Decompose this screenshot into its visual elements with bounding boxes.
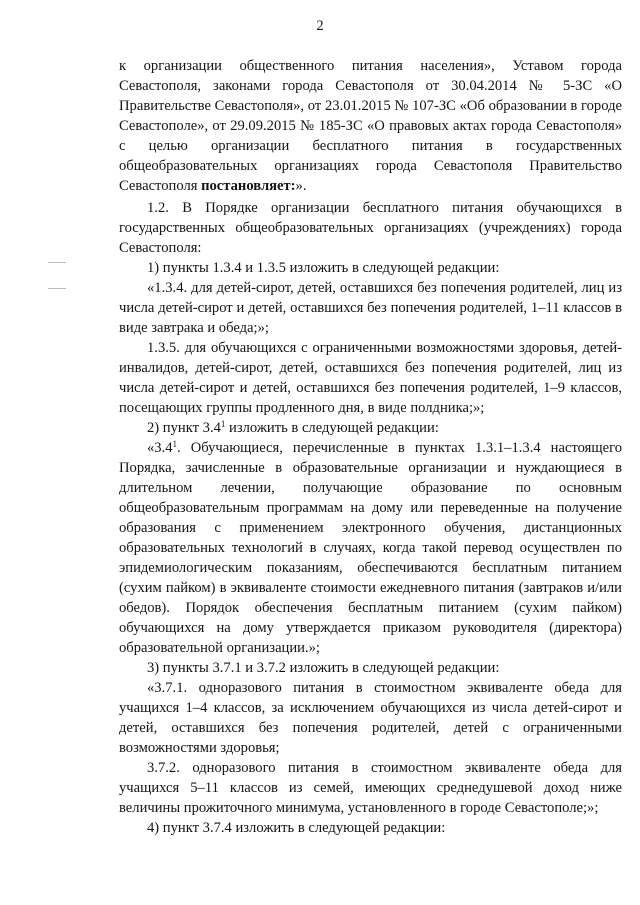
item-2-text: 2) пункт 3.4 (147, 420, 221, 436)
page-number: 2 (316, 18, 324, 34)
preamble-emphasis: постановляет: (201, 178, 296, 194)
item-2-text-end: изложить в следующей редакции: (225, 420, 439, 436)
paragraph-preamble (119, 56, 622, 196)
paragraph-item-4: 4) пункт 3.7.4 изложить в следующей редакции: (147, 820, 446, 836)
preamble-ending: ». (295, 178, 307, 194)
paragraph-clause-1-3-5: 1.3.5. для обучающихся с ограниченными возможностями здоровья, детей-инвалидов, детей-сирот, детей, оставшихся без попечения родителей, лиц из числа детей-сирот и детей, оставшихся без попечения родителей, 1–9 классов, посещающих группы продленного дня, в виде полдника;»; (119, 340, 622, 416)
scan-artifact-mark (48, 262, 66, 263)
paragraph-clause-1-2: 1.2. В Порядке организации бесплатного питания обучающихся в государственных общеобразовательных организациях (учреждениях) города Севастополя: (119, 200, 622, 256)
document-body (119, 56, 622, 838)
clause-3-4-1-number: «3.4 (147, 440, 173, 456)
superscript: 1 (172, 439, 178, 449)
paragraph-clause-3-4-1 (119, 438, 622, 658)
scan-artifact-mark (48, 288, 66, 289)
paragraph-clause-3-7-2: 3.7.2. одноразового питания в стоимостном эквиваленте обеда для учащихся 5–11 классов из семей, имеющих среднедушевой доход ниже величины прожиточного минимума, установленного в городе Севастополе;»; (119, 760, 622, 816)
paragraph-item-2 (119, 418, 622, 438)
superscript: 1 (220, 419, 226, 429)
paragraph-clause-3-7-1: «3.7.1. одноразового питания в стоимостном эквиваленте обеда для учащихся 1–4 классов, за исключением обучающихся из числа детей-сирот и детей, оставшихся без попечения родителей, детей с ограниченными возможностями здоровья; (119, 680, 622, 756)
preamble-text: к организации общественного питания населения», Уставом города Севастополя, законами города Севастополя от 30.04.2014 № 5-ЗС «О Правительстве Севастополя», от 23.01.2015 № 107-ЗС «Об образовании в городе Севастополе», от 29.09.2015 № 185-ЗС «О правовых актах города Севастополя» с целью организации бесплатного питания в государственных общеобразовательных организациях города Севастополя Правительство Севастополя (119, 58, 622, 194)
paragraph-item-1: 1) пункты 1.3.4 и 1.3.5 изложить в следующей редакции: (147, 260, 500, 276)
paragraph-clause-1-3-4: «1.3.4. для детей-сирот, детей, оставшихся без попечения родителей, лиц из числа детей-сирот и детей, оставшихся без попечения родителей, 1–11 классов в виде завтрака и обеда;»; (119, 280, 622, 336)
paragraph-item-3: 3) пункты 3.7.1 и 3.7.2 изложить в следующей редакции: (147, 660, 500, 676)
clause-3-4-1-text: . Обучающиеся, перечисленные в пунктах 1.3.1–1.3.4 настоящего Порядка, зачисленные в образовательные организации и нуждающиеся в длительном лечении, получающие образование по основным общеобразовательным программам на дому или переведенные на получение образования с применением электронного обучения, дистанционных образовательных технологий в случаях, когда такой перевод осуществлен по эпидемиологическим показаниям, обеспечиваются бесплатным питанием (сухим пайком) в эквиваленте стоимости ежедневного питания (завтраков и/или обедов). Порядок обеспечения бесплатным питанием (сухим пайком) обучающихся на дому утверждается приказом руководителя (директора) образовательной организации.»; (119, 440, 622, 656)
